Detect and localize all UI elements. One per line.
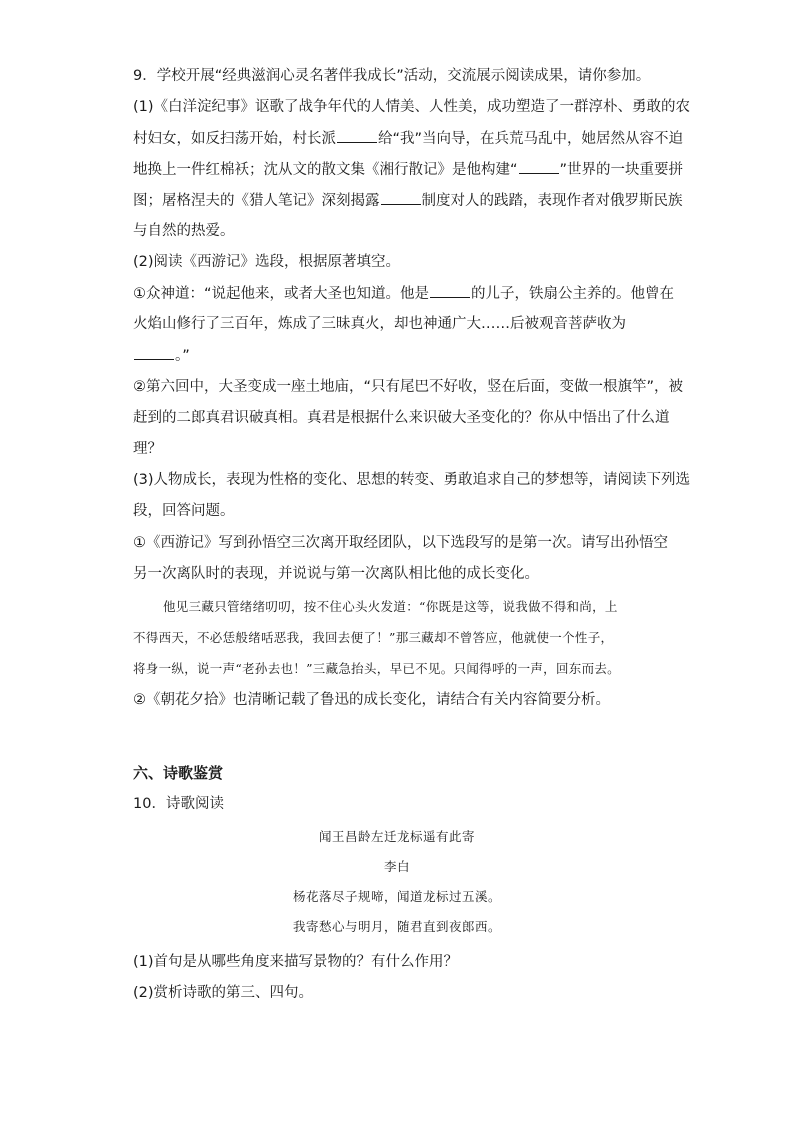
- q9-part1-line1: (1)《白洋淀纪事》讴歌了战争年代的人情美、人性美，成功塑造了一群淳朴、勇敢的农: [133, 99, 691, 115]
- answer-blank: [519, 159, 559, 174]
- q9-part1-line3: 地换上一件红棉袄；沈从文的散文集《湘行散记》是他构建“ ”世界的一块重要拼: [133, 159, 673, 180]
- q9-part2-item2-line2: 赶到的二郎真君识破真相。真君是根据什么来识破大圣变化的？你从中悟出了什么道: [133, 410, 670, 426]
- poem-author: 李白: [383, 859, 410, 874]
- q9-part3-item1-line2: 另一次离队时的表现，并说说与第一次离队相比他的成长变化。: [133, 566, 539, 582]
- q10-sub2: (2)赏析诗歌的第三、四句。: [133, 985, 314, 1001]
- q9-part3-line2: 段，回答问题。: [133, 503, 235, 519]
- q10-sub1: (1)首句是从哪些角度来描写景物的？有什么作用？: [133, 954, 459, 970]
- question-10-title: 10．诗歌阅读: [133, 796, 224, 812]
- answer-blank: [337, 128, 377, 143]
- question-9-title: 9．学校开展“经典滋润心灵名著伴我成长”活动，交流展示阅读成果，请你参加。: [133, 68, 651, 84]
- q9-part2-item1-line3: 。”: [133, 345, 673, 366]
- excerpt-line2: 不得西天，不必恁般绪咶恶我，我回去便了！”那三藏却不曾答应，他就使一个性子，: [133, 630, 614, 645]
- poem-line-1: 杨花落尽子规啼，闻道龙标过五溪。: [292, 889, 501, 904]
- answer-blank: [134, 345, 174, 360]
- q9-part2-item2-line3: 理？: [133, 441, 162, 457]
- q9-part2-item1-line1: ①众神道：“说起他来，或者大圣也知道。他是 的儿子，铁扇公主养的。他曾在: [133, 283, 673, 304]
- q9-part2-item1-line2: 火焰山修行了三百年，炼成了三昧真火，却也神通广大……后被观音菩萨收为: [133, 316, 626, 332]
- section-heading: 六、诗歌鉴赏: [133, 764, 224, 782]
- q9-part1-line4: 图；屠格涅夫的《猎人笔记》深刻揭露 制度对人的践踏，表现作者对俄罗斯民族: [133, 190, 673, 211]
- excerpt-line3: 将身一纵，说一声“老孙去也！”三藏急抬头，早已不见。只闻得呼的一声，回东而去。: [133, 661, 620, 676]
- q9-part1-line5: 与自然的热爱。: [133, 223, 235, 239]
- q9-part3-item2: ②《朝花夕拾》也清晰记载了鲁迅的成长变化，请结合有关内容简要分析。: [133, 692, 610, 708]
- q9-part3-line1: (3)人物成长，表现为性格的变化、思想的转变、勇敢追求自己的梦想等，请阅读下列选: [133, 472, 691, 488]
- poem-line-2: 我寄愁心与明月，随君直到夜郎西。: [292, 919, 501, 934]
- q9-part3-item1-line1: ①《西游记》写到孙悟空三次离开取经团队，以下选段写的是第一次。请写出孙悟空: [133, 535, 668, 551]
- excerpt-line1: 他见三藏只管绪绪叨叨，按不住心头火发道：“你既是这等，说我做不得和尚，上: [163, 599, 618, 614]
- q9-part2-title: (2)阅读《西游记》选段，根据原著填空。: [133, 254, 401, 270]
- answer-blank: [430, 283, 470, 298]
- q9-part1-line2: 村妇女，如反扫荡开始，村长派 给“我”当向导，在兵荒马乱中，她居然从容不迫: [133, 128, 673, 149]
- answer-blank: [381, 190, 421, 205]
- q9-part2-item2-line1: ②第六回中，大圣变成一座土地庙，“只有尾巴不好收，竖在后面，变做一根旗竿”，被: [133, 379, 684, 395]
- poem-title: 闻王昌龄左迁龙标遥有此寄: [318, 829, 475, 844]
